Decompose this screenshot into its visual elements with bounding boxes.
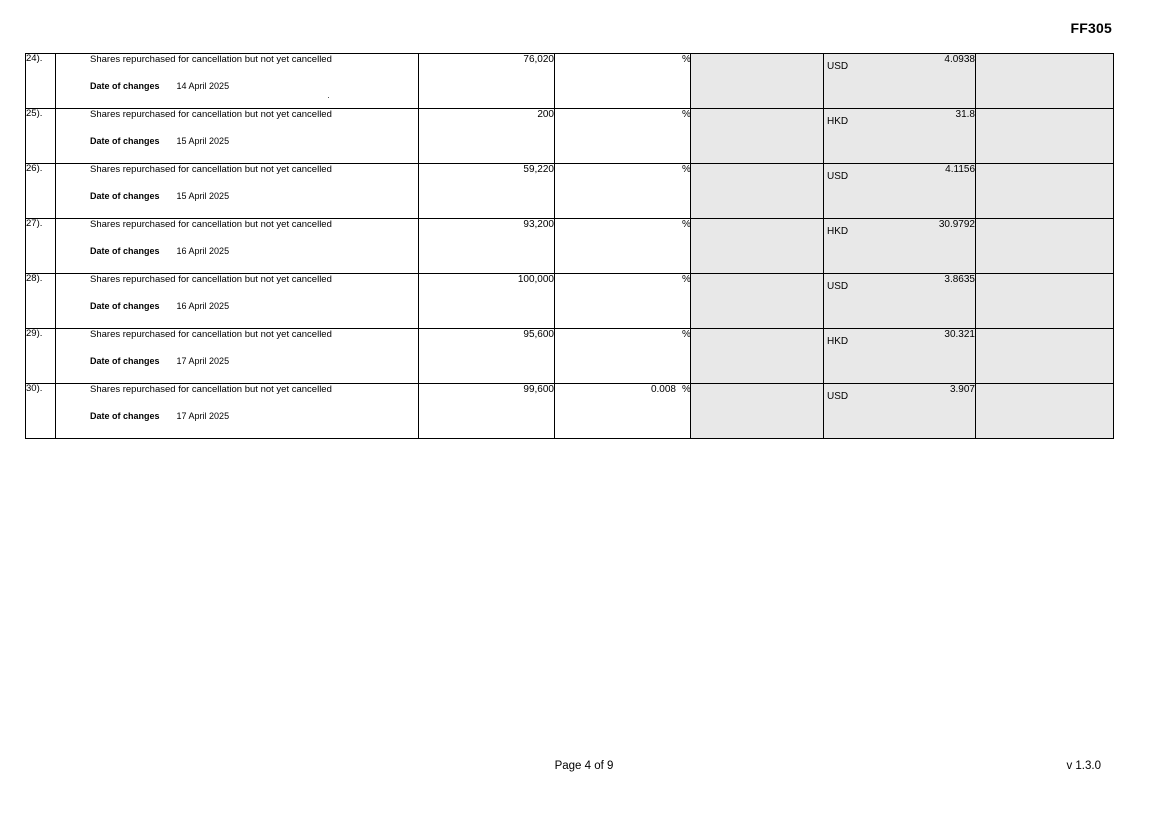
row-number: 26).	[26, 164, 56, 219]
disclosure-table-wrapper	[25, 53, 1113, 439]
row-price-cell	[824, 384, 976, 439]
row-price-amount: 4.0938	[944, 54, 975, 65]
row-shaded-cell-right	[976, 219, 1114, 274]
row-percent-cell	[555, 219, 691, 274]
row-shaded-cell-left	[691, 329, 824, 384]
table-row	[26, 329, 1114, 384]
row-shaded-cell-right	[976, 384, 1114, 439]
row-price-amount: 31.8	[955, 109, 975, 120]
row-number: 27).	[26, 219, 56, 274]
row-price-cell	[824, 274, 976, 329]
row-quantity: 99,600	[419, 384, 555, 439]
row-percent-cell	[555, 384, 691, 439]
date-of-changes-line	[56, 191, 418, 201]
row-currency: HKD	[827, 116, 849, 127]
row-description-text: Shares repurchased for cancellation but not yet cancelled	[90, 164, 332, 175]
table-body	[26, 54, 1114, 439]
date-of-changes-value: 17 April 2025	[176, 356, 230, 367]
row-description-cell	[56, 384, 419, 439]
row-percent-cell	[555, 274, 691, 329]
footer-version: v 1.3.0	[1066, 760, 1101, 772]
date-of-changes-value: 16 April 2025	[176, 246, 230, 257]
table-row	[26, 274, 1114, 329]
row-price-amount: 30.321	[944, 329, 975, 340]
row-shaded-cell-right	[976, 54, 1114, 109]
row-shaded-cell-right	[976, 109, 1114, 164]
percent-sign: %	[682, 274, 691, 285]
percent-sign: %	[682, 164, 691, 175]
row-description-text: Shares repurchased for cancellation but not yet cancelled	[90, 54, 332, 65]
row-currency: USD	[827, 61, 849, 72]
row-currency: USD	[827, 281, 849, 292]
date-of-changes-value: 17 April 2025	[176, 411, 230, 422]
table-row	[26, 109, 1114, 164]
row-description-cell	[56, 164, 419, 219]
date-of-changes-label: Date of changes	[90, 356, 160, 367]
date-of-changes-line	[56, 356, 418, 366]
row-shaded-cell-left	[691, 274, 824, 329]
row-price-amount: 3.8635	[944, 274, 975, 285]
row-description-cell	[56, 274, 419, 329]
row-percent-cell	[555, 109, 691, 164]
date-of-changes-line	[56, 301, 418, 311]
date-of-changes-label: Date of changes	[90, 301, 160, 312]
row-price-cell	[824, 109, 976, 164]
date-of-changes-label: Date of changes	[90, 246, 160, 257]
row-number: 30).	[26, 384, 56, 439]
row-quantity: 76,020	[419, 54, 555, 109]
date-of-changes-label: Date of changes	[90, 136, 160, 147]
stray-mark	[328, 97, 329, 98]
row-price-cell	[824, 329, 976, 384]
date-of-changes-line	[56, 81, 418, 91]
date-of-changes-value: 14 April 2025	[176, 81, 230, 92]
row-description-text: Shares repurchased for cancellation but not yet cancelled	[90, 219, 332, 230]
disclosure-table	[25, 53, 1114, 439]
row-shaded-cell-right	[976, 164, 1114, 219]
row-shaded-cell-right	[976, 274, 1114, 329]
row-description-text: Shares repurchased for cancellation but not yet cancelled	[90, 384, 332, 395]
row-number: 24).	[26, 54, 56, 109]
row-price-cell	[824, 219, 976, 274]
row-currency: USD	[827, 391, 849, 402]
row-description-cell	[56, 329, 419, 384]
percent-sign: %	[682, 219, 691, 230]
row-shaded-cell-left	[691, 54, 824, 109]
date-of-changes-line	[56, 136, 418, 146]
row-price-amount: 4.1156	[945, 164, 975, 175]
row-shaded-cell-left	[691, 384, 824, 439]
row-price-cell	[824, 164, 976, 219]
date-of-changes-label: Date of changes	[90, 191, 160, 202]
table-row	[26, 54, 1114, 109]
percent-sign: %	[682, 54, 691, 65]
row-description-cell	[56, 109, 419, 164]
row-currency: USD	[827, 171, 849, 182]
row-description-text: Shares repurchased for cancellation but not yet cancelled	[90, 274, 332, 285]
row-quantity: 93,200	[419, 219, 555, 274]
percent-sign: %	[682, 109, 691, 120]
percent-sign: %	[682, 384, 691, 395]
row-quantity: 200	[419, 109, 555, 164]
row-percent-cell	[555, 329, 691, 384]
form-code: FF305	[1070, 20, 1112, 36]
row-quantity: 59,220	[419, 164, 555, 219]
row-number: 25).	[26, 109, 56, 164]
row-description-text: Shares repurchased for cancellation but not yet cancelled	[90, 109, 332, 120]
date-of-changes-label: Date of changes	[90, 81, 160, 92]
date-of-changes-label: Date of changes	[90, 411, 160, 422]
row-description-cell	[56, 54, 419, 109]
percent-sign: %	[682, 329, 691, 340]
date-of-changes-value: 15 April 2025	[176, 136, 230, 147]
footer-page-number: Page 4 of 9	[554, 760, 614, 772]
row-number: 28).	[26, 274, 56, 329]
date-of-changes-line	[56, 411, 418, 421]
row-quantity: 100,000	[419, 274, 555, 329]
row-currency: HKD	[827, 336, 849, 347]
row-shaded-cell-left	[691, 164, 824, 219]
row-quantity: 95,600	[419, 329, 555, 384]
row-shaded-cell-right	[976, 329, 1114, 384]
table-row	[26, 384, 1114, 439]
row-percent-cell	[555, 54, 691, 109]
row-price-amount: 30.9792	[938, 219, 975, 230]
row-percent-cell	[555, 164, 691, 219]
row-price-cell	[824, 54, 976, 109]
row-description-cell	[56, 219, 419, 274]
row-percent-value: 0.008	[650, 384, 676, 395]
row-price-amount: 3.907	[949, 384, 975, 395]
row-shaded-cell-left	[691, 219, 824, 274]
date-of-changes-value: 16 April 2025	[176, 301, 230, 312]
date-of-changes-line	[56, 246, 418, 256]
row-currency: HKD	[827, 226, 849, 237]
date-of-changes-value: 15 April 2025	[176, 191, 230, 202]
row-description-text: Shares repurchased for cancellation but not yet cancelled	[90, 329, 332, 340]
row-shaded-cell-left	[691, 109, 824, 164]
table-row	[26, 164, 1114, 219]
table-row	[26, 219, 1114, 274]
row-number: 29).	[26, 329, 56, 384]
